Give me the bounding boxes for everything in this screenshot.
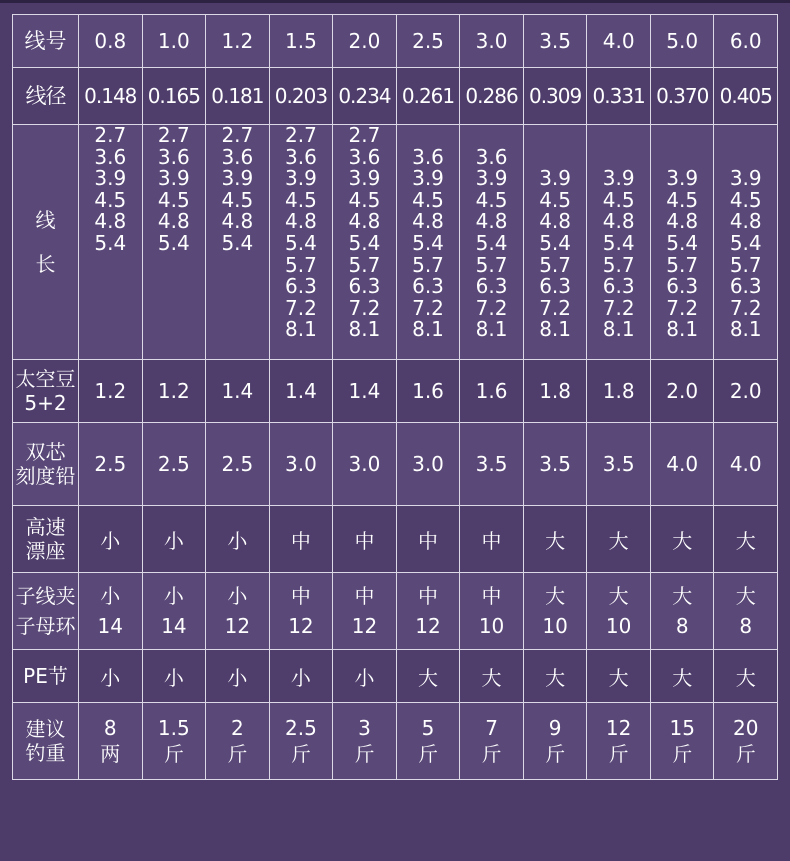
cell-lengths (460, 125, 524, 360)
length-value: 3.9 (285, 166, 317, 191)
length-value: 6.3 (285, 274, 317, 299)
cell-clip-ring (460, 573, 524, 650)
cell-float-seat: 大 (523, 506, 587, 573)
length-value: 6.3 (412, 274, 444, 299)
cell-size: 1.0 (142, 15, 206, 68)
row-space-bean (13, 360, 778, 423)
weight-unit: 斤 (290, 742, 311, 766)
ring-size: 8 (739, 614, 753, 638)
clip-size: 小 (227, 584, 248, 608)
label-float-seat (13, 506, 79, 573)
cell-pe-joint: 小 (333, 650, 397, 703)
length-value: 5.7 (412, 252, 444, 277)
label-weight-1: 建议 (25, 717, 66, 741)
length-value: 4.5 (94, 187, 127, 212)
cell-clip-ring (333, 573, 397, 650)
length-value: 3.9 (412, 166, 444, 191)
length-value: 4.8 (539, 209, 571, 234)
cell-diameter: 0.203 (269, 68, 333, 125)
ring-size: 12 (288, 614, 314, 638)
length-value: 3.9 (157, 166, 190, 191)
cell-float-seat: 大 (714, 506, 778, 573)
label-weight (13, 703, 79, 780)
length-value: 2.7 (221, 124, 254, 147)
length-value (651, 125, 714, 147)
length-value: 7.2 (285, 295, 317, 320)
cell-float-seat: 中 (269, 506, 333, 573)
length-value: 3.6 (94, 144, 127, 169)
ring-size: 10 (542, 614, 568, 638)
cell-diameter: 0.165 (142, 68, 206, 125)
cell-space-bean: 1.6 (460, 360, 524, 423)
length-value: 7.2 (475, 295, 508, 320)
label-sinker (13, 423, 79, 506)
weight-unit: 斤 (354, 742, 375, 766)
label-line-size: 线号 (13, 15, 79, 68)
cell-weight (587, 703, 651, 780)
length-value (397, 125, 460, 147)
ring-size: 12 (351, 614, 378, 638)
cell-space-bean: 1.2 (79, 360, 143, 423)
ring-size: 10 (605, 614, 632, 638)
length-value: 5.7 (285, 252, 317, 277)
length-value (524, 147, 587, 169)
label-sinker-1: 双芯 (25, 440, 66, 464)
length-value: 5.4 (666, 230, 699, 255)
length-value: 6.3 (348, 274, 381, 299)
length-value: 8.1 (285, 317, 317, 342)
length-value: 4.8 (221, 209, 254, 234)
length-value (524, 125, 587, 147)
length-value: 3.9 (666, 166, 699, 191)
length-value (651, 147, 714, 169)
weight-value: 20 (733, 716, 759, 740)
cell-diameter: 0.405 (714, 68, 778, 125)
cell-pe-joint: 大 (460, 650, 524, 703)
cell-space-bean: 2.0 (650, 360, 714, 423)
length-value: 7.2 (412, 295, 444, 320)
length-value: 4.5 (285, 187, 317, 212)
length-value: 6.3 (475, 274, 508, 299)
cell-space-bean: 2.0 (714, 360, 778, 423)
weight-unit: 两 (100, 742, 121, 766)
cell-lengths (587, 125, 651, 360)
length-value: 3.9 (475, 166, 508, 191)
length-value: 5.7 (475, 252, 508, 277)
length-value: 8.1 (539, 317, 571, 342)
weight-value: 3 (358, 716, 371, 740)
row-float-seat (13, 506, 778, 573)
label-weight-2: 钓重 (25, 741, 66, 765)
cell-weight (650, 703, 714, 780)
cell-sinker: 3.5 (523, 423, 587, 506)
cell-pe-joint: 大 (523, 650, 587, 703)
weight-value: 1.5 (157, 716, 190, 740)
length-value: 2.7 (348, 124, 381, 147)
length-value: 5.4 (221, 230, 254, 255)
weight-unit: 斤 (418, 742, 438, 766)
length-value: 5.4 (157, 230, 190, 255)
ring-size: 14 (97, 614, 123, 638)
length-value: 5.7 (539, 252, 571, 277)
cell-pe-joint: 小 (79, 650, 143, 703)
cell-diameter: 0.181 (206, 68, 270, 125)
clip-size: 中 (354, 584, 375, 608)
cell-weight (396, 703, 460, 780)
length-value: 4.5 (348, 187, 381, 212)
cell-lengths (206, 125, 270, 360)
weight-value: 7 (485, 716, 498, 740)
length-value: 4.8 (348, 209, 381, 234)
cell-diameter: 0.286 (460, 68, 524, 125)
cell-sinker: 4.0 (714, 423, 778, 506)
cell-size: 2.0 (333, 15, 397, 68)
row-sinker (13, 423, 778, 506)
top-border (0, 0, 790, 3)
cell-sinker: 3.0 (269, 423, 333, 506)
cell-sinker: 3.5 (587, 423, 651, 506)
spec-table (12, 14, 778, 780)
label-clip-ring-2: 子母环 (15, 614, 76, 638)
length-value: 5.4 (475, 230, 508, 255)
clip-size: 小 (163, 584, 184, 608)
length-value: 8.1 (729, 317, 762, 342)
label-line-length (13, 125, 79, 360)
cell-lengths (269, 125, 333, 360)
cell-space-bean: 1.6 (396, 360, 460, 423)
cell-float-seat: 小 (206, 506, 270, 573)
length-value: 2.7 (285, 124, 317, 147)
cell-sinker: 2.5 (142, 423, 206, 506)
cell-diameter: 0.331 (587, 68, 651, 125)
weight-unit: 斤 (608, 742, 629, 766)
length-value: 4.8 (729, 209, 762, 234)
length-value: 8.1 (348, 317, 381, 342)
cell-space-bean: 1.4 (206, 360, 270, 423)
cell-weight (714, 703, 778, 780)
cell-sinker: 3.0 (333, 423, 397, 506)
ring-size: 8 (675, 614, 689, 638)
cell-lengths (650, 125, 714, 360)
length-value: 3.9 (348, 166, 381, 191)
label-clip-ring (13, 573, 79, 650)
length-value (714, 125, 777, 147)
weight-unit: 斤 (227, 742, 248, 766)
ring-size: 14 (161, 614, 187, 638)
cell-pe-joint: 大 (650, 650, 714, 703)
length-value: 3.9 (602, 166, 635, 191)
ring-size: 12 (224, 614, 251, 638)
length-value: 8.1 (666, 317, 699, 342)
length-value (714, 147, 777, 169)
row-line-diameter (13, 68, 778, 125)
cell-clip-ring (269, 573, 333, 650)
cell-weight (79, 703, 143, 780)
cell-diameter: 0.148 (79, 68, 143, 125)
cell-lengths (396, 125, 460, 360)
cell-float-seat: 大 (587, 506, 651, 573)
length-value: 4.5 (602, 187, 635, 212)
length-value: 2.7 (94, 124, 127, 147)
cell-sinker: 3.0 (396, 423, 460, 506)
length-value: 3.6 (348, 144, 381, 169)
cell-float-seat: 小 (142, 506, 206, 573)
cell-size: 3.5 (523, 15, 587, 68)
length-value: 4.8 (475, 209, 508, 234)
clip-size: 大 (672, 584, 693, 608)
weight-unit: 斤 (545, 742, 566, 766)
length-value: 4.8 (94, 209, 127, 234)
length-value: 3.6 (221, 144, 254, 169)
cell-size: 6.0 (714, 15, 778, 68)
clip-size: 大 (608, 584, 629, 608)
length-value: 5.4 (412, 230, 444, 255)
length-value: 7.2 (602, 295, 635, 320)
clip-size: 大 (545, 584, 566, 608)
ring-size: 12 (415, 614, 441, 638)
cell-weight (460, 703, 524, 780)
cell-size: 1.2 (206, 15, 270, 68)
cell-diameter: 0.309 (523, 68, 587, 125)
cell-weight (206, 703, 270, 780)
cell-float-seat: 中 (333, 506, 397, 573)
length-value: 5.4 (348, 230, 381, 255)
weight-unit: 斤 (481, 742, 502, 766)
cell-lengths (333, 125, 397, 360)
cell-size: 1.5 (269, 15, 333, 68)
cell-clip-ring (142, 573, 206, 650)
length-value (460, 125, 523, 147)
label-space-bean (13, 360, 79, 423)
cell-size: 2.5 (396, 15, 460, 68)
length-value: 4.5 (729, 187, 762, 212)
weight-value: 8 (103, 716, 117, 740)
length-value: 3.9 (221, 166, 254, 191)
clip-size: 中 (290, 584, 311, 608)
length-value: 3.9 (94, 166, 127, 191)
clip-size: 小 (100, 584, 121, 608)
length-value: 4.5 (666, 187, 699, 212)
cell-float-seat: 小 (79, 506, 143, 573)
length-value: 8.1 (602, 317, 635, 342)
cell-space-bean: 1.4 (333, 360, 397, 423)
cell-clip-ring (206, 573, 270, 650)
length-value (587, 147, 650, 169)
label-space-bean-1: 太空豆 (15, 367, 76, 391)
cell-weight (523, 703, 587, 780)
length-value: 3.6 (475, 144, 508, 169)
cell-clip-ring (714, 573, 778, 650)
length-value: 5.4 (602, 230, 635, 255)
cell-space-bean: 1.8 (587, 360, 651, 423)
weight-unit: 斤 (163, 742, 184, 766)
cell-float-seat: 中 (460, 506, 524, 573)
clip-size: 中 (481, 584, 502, 608)
row-line-length (13, 125, 778, 360)
length-value: 3.6 (412, 144, 444, 169)
length-value: 6.3 (539, 274, 571, 299)
cell-pe-joint: 小 (269, 650, 333, 703)
cell-diameter: 0.261 (396, 68, 460, 125)
cell-float-seat: 大 (650, 506, 714, 573)
cell-clip-ring (587, 573, 651, 650)
label-line-diameter: 线径 (13, 68, 79, 125)
cell-size: 4.0 (587, 15, 651, 68)
clip-size: 中 (418, 584, 438, 608)
ring-size: 10 (478, 614, 505, 638)
cell-space-bean: 1.2 (142, 360, 206, 423)
row-pe-joint (13, 650, 778, 703)
cell-clip-ring (79, 573, 143, 650)
cell-space-bean: 1.4 (269, 360, 333, 423)
label-sinker-2: 刻度铅 (15, 464, 76, 488)
cell-size: 0.8 (79, 15, 143, 68)
cell-clip-ring (396, 573, 460, 650)
length-value: 3.9 (539, 166, 571, 191)
cell-pe-joint: 大 (714, 650, 778, 703)
length-value: 7.2 (729, 295, 762, 320)
row-clip-ring (13, 573, 778, 650)
length-value (587, 125, 650, 147)
length-value: 5.7 (602, 252, 635, 277)
length-value: 3.6 (285, 144, 317, 169)
length-value: 5.4 (94, 230, 127, 255)
length-value: 4.5 (475, 187, 508, 212)
length-value: 4.5 (221, 187, 254, 212)
spec-table-body (13, 15, 778, 780)
weight-value: 12 (605, 716, 632, 740)
length-value: 4.5 (539, 187, 571, 212)
cell-diameter: 0.370 (650, 68, 714, 125)
length-value: 4.8 (157, 209, 190, 234)
length-value: 7.2 (348, 295, 381, 320)
length-value: 5.4 (729, 230, 762, 255)
length-value: 8.1 (412, 317, 444, 342)
weight-value: 9 (548, 716, 562, 740)
label-space-bean-2: 5+2 (24, 391, 67, 415)
weight-unit: 斤 (735, 742, 756, 766)
length-value: 6.3 (602, 274, 635, 299)
length-value: 5.4 (539, 230, 571, 255)
length-value: 7.2 (666, 295, 699, 320)
cell-size: 5.0 (650, 15, 714, 68)
length-value: 5.7 (348, 252, 381, 277)
length-value: 7.2 (539, 295, 571, 320)
label-pe-joint: PE节 (13, 650, 79, 703)
row-weight (13, 703, 778, 780)
length-value: 5.7 (666, 252, 699, 277)
length-value: 4.8 (602, 209, 635, 234)
cell-lengths (79, 125, 143, 360)
weight-value: 2.5 (285, 716, 317, 740)
cell-clip-ring (523, 573, 587, 650)
length-value: 4.5 (157, 187, 190, 212)
cell-weight (142, 703, 206, 780)
weight-value: 15 (669, 716, 695, 740)
cell-clip-ring (650, 573, 714, 650)
weight-unit: 斤 (672, 742, 693, 766)
cell-sinker: 2.5 (79, 423, 143, 506)
label-line-length-2: 长 (35, 252, 56, 276)
weight-value: 5 (421, 716, 435, 740)
cell-sinker: 4.0 (650, 423, 714, 506)
length-value: 6.3 (666, 274, 699, 299)
cell-pe-joint: 小 (142, 650, 206, 703)
length-value: 6.3 (729, 274, 762, 299)
length-value: 3.6 (157, 144, 190, 169)
cell-float-seat: 中 (396, 506, 460, 573)
cell-size: 3.0 (460, 15, 524, 68)
length-value: 4.8 (666, 209, 699, 234)
cell-diameter: 0.234 (333, 68, 397, 125)
cell-sinker: 3.5 (460, 423, 524, 506)
cell-weight (333, 703, 397, 780)
cell-weight (269, 703, 333, 780)
length-value: 5.7 (729, 252, 762, 277)
cell-space-bean: 1.8 (523, 360, 587, 423)
cell-pe-joint: 小 (206, 650, 270, 703)
weight-value: 2 (231, 716, 244, 740)
label-float-seat-1: 高速 (25, 515, 66, 539)
clip-size: 大 (735, 584, 756, 608)
cell-sinker: 2.5 (206, 423, 270, 506)
cell-lengths (523, 125, 587, 360)
row-line-size (13, 15, 778, 68)
length-value: 2.7 (157, 124, 190, 147)
label-clip-ring-1: 子线夹 (15, 584, 76, 608)
label-line-length-1: 线 (35, 208, 56, 232)
length-value: 4.8 (412, 209, 444, 234)
label-float-seat-2: 漂座 (25, 539, 66, 563)
length-value: 4.8 (285, 209, 317, 234)
length-value: 4.5 (412, 187, 444, 212)
length-value: 5.4 (285, 230, 317, 255)
cell-pe-joint: 大 (587, 650, 651, 703)
cell-pe-joint: 大 (396, 650, 460, 703)
cell-lengths (142, 125, 206, 360)
length-value: 3.9 (729, 166, 762, 191)
cell-lengths (714, 125, 778, 360)
length-value: 8.1 (475, 317, 508, 342)
